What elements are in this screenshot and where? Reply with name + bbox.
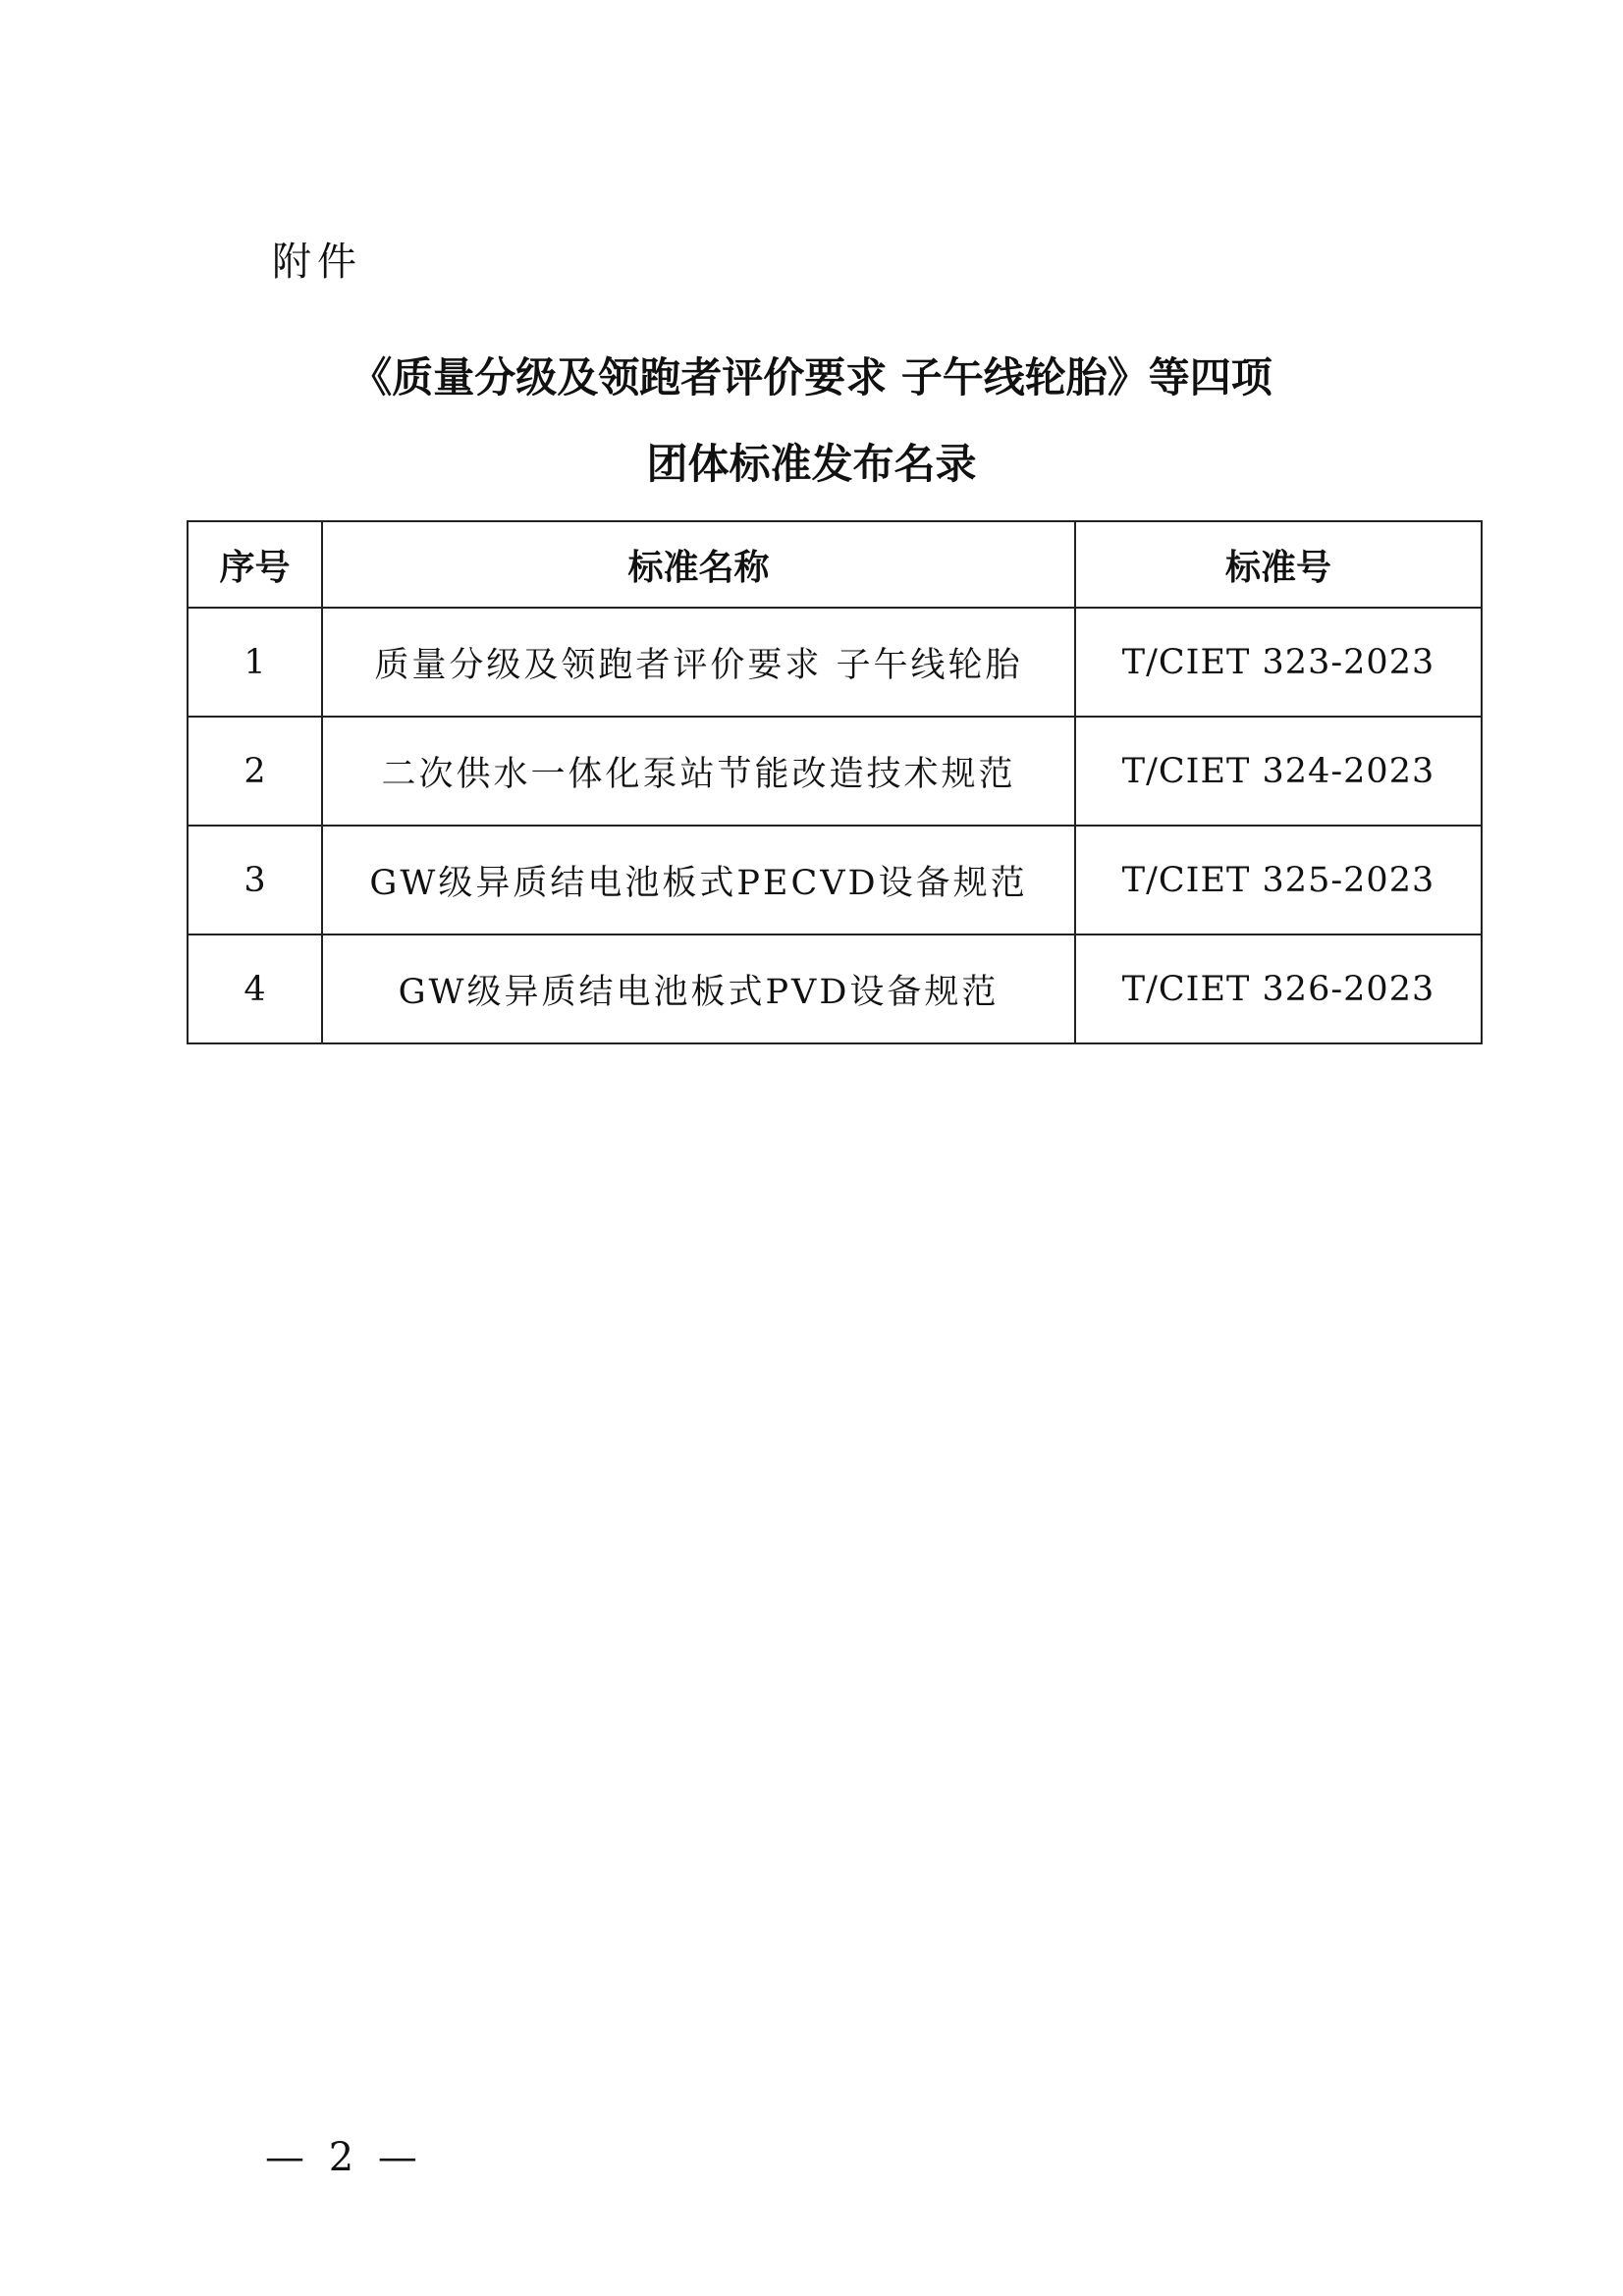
row-standard-name: 二次供水一体化泵站节能改造技术规范	[322, 717, 1075, 826]
header-code: 标准号	[1075, 521, 1482, 608]
page-number: — 2 —	[265, 2135, 423, 2180]
row-index: 1	[188, 608, 322, 717]
document-title-line-1: 《质量分级及领跑者评价要求 子午线轮胎》等四项	[351, 353, 1272, 401]
row-index: 3	[188, 826, 322, 934]
attachment-label: 附件	[272, 240, 362, 285]
row-standard-code: T/CIET 323-2023	[1075, 608, 1482, 717]
table-row	[188, 717, 1482, 826]
standards-table	[187, 520, 1483, 1044]
row-standard-name: GW级异质结电池板式PECVD设备规范	[322, 826, 1075, 934]
row-standard-code: T/CIET 324-2023	[1075, 717, 1482, 826]
row-standard-name: 质量分级及领跑者评价要求 子午线轮胎	[322, 608, 1075, 717]
document-title-line-2: 团体标准发布名录	[646, 440, 977, 488]
table-header-row	[188, 521, 1482, 608]
row-index: 2	[188, 717, 322, 826]
row-standard-code: T/CIET 325-2023	[1075, 826, 1482, 934]
table-row	[188, 608, 1482, 717]
header-name: 标准名称	[322, 521, 1075, 608]
row-index: 4	[188, 934, 322, 1043]
table-row	[188, 934, 1482, 1043]
row-standard-code: T/CIET 326-2023	[1075, 934, 1482, 1043]
row-standard-name: GW级异质结电池板式PVD设备规范	[322, 934, 1075, 1043]
table-row	[188, 826, 1482, 934]
header-index: 序号	[188, 521, 322, 608]
